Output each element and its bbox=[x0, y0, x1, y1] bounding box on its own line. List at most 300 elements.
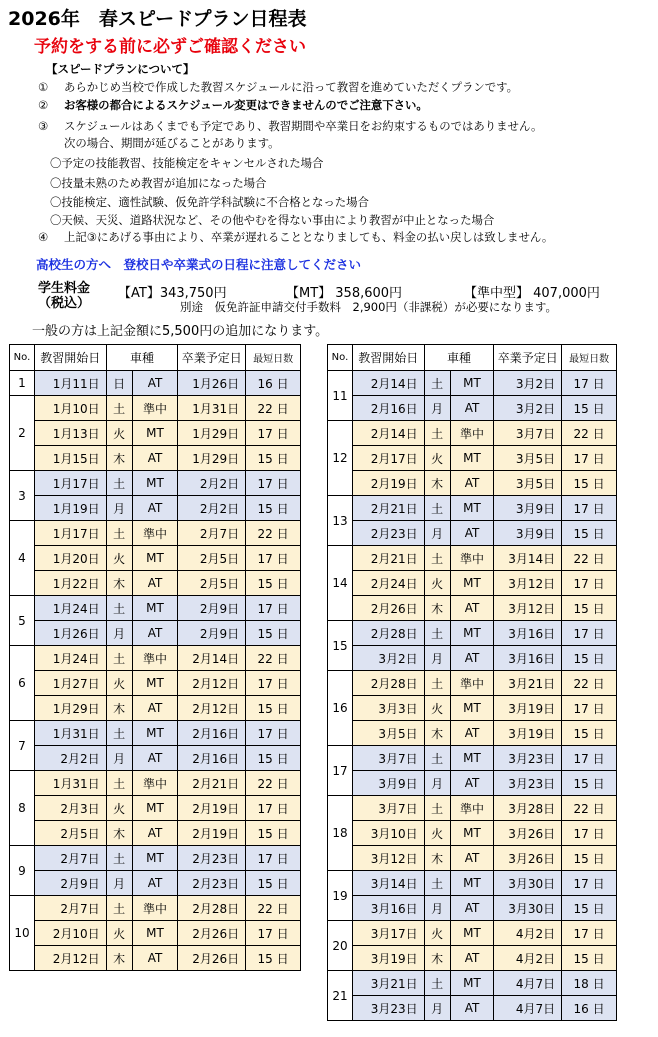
group-number: 14 bbox=[328, 546, 353, 621]
weekday: 月 bbox=[424, 521, 450, 546]
group-number: 15 bbox=[328, 621, 353, 671]
vehicle-type: AT bbox=[450, 771, 494, 796]
group-number: 17 bbox=[328, 746, 353, 796]
min-days: 17 日 bbox=[562, 571, 617, 596]
weekday: 火 bbox=[106, 796, 132, 821]
min-days: 17 日 bbox=[562, 371, 617, 396]
min-days: 15 日 bbox=[246, 746, 301, 771]
table-row bbox=[328, 921, 617, 946]
min-days: 15 日 bbox=[246, 946, 301, 971]
vehicle-type: AT bbox=[450, 396, 494, 421]
graduation-date: 2月19日 bbox=[178, 821, 246, 846]
graduation-date: 4月7日 bbox=[494, 996, 562, 1021]
start-date: 1月31日 bbox=[34, 771, 106, 796]
min-days: 17 日 bbox=[562, 446, 617, 471]
start-date: 1月11日 bbox=[34, 371, 106, 396]
note-text: スケジュールはあくまでも予定であり、教習期間や卒業日をお約束するものではありません。 bbox=[64, 119, 543, 133]
start-date: 1月20日 bbox=[34, 546, 106, 571]
weekday: 月 bbox=[424, 771, 450, 796]
table-row bbox=[10, 496, 301, 521]
weekday: 火 bbox=[424, 696, 450, 721]
min-days: 17 日 bbox=[562, 821, 617, 846]
vehicle-type: MT bbox=[450, 746, 494, 771]
weekday: 土 bbox=[106, 846, 132, 871]
vehicle-type: AT bbox=[450, 996, 494, 1021]
table-row bbox=[328, 896, 617, 921]
min-days: 17 日 bbox=[562, 871, 617, 896]
min-days: 15 日 bbox=[562, 646, 617, 671]
start-date: 1月24日 bbox=[34, 646, 106, 671]
graduation-date: 2月2日 bbox=[178, 471, 246, 496]
min-days: 17 日 bbox=[562, 496, 617, 521]
start-date: 1月15日 bbox=[34, 446, 106, 471]
graduation-date: 3月16日 bbox=[494, 646, 562, 671]
header-start-date: 教習開始日 bbox=[352, 345, 424, 371]
vehicle-type: 準中 bbox=[132, 771, 178, 796]
table-row bbox=[10, 896, 301, 921]
start-date: 2月23日 bbox=[352, 521, 424, 546]
weekday: 木 bbox=[106, 571, 132, 596]
header-min-days: 最短日数 bbox=[246, 345, 301, 371]
table-row bbox=[10, 921, 301, 946]
weekday: 火 bbox=[106, 921, 132, 946]
note-number: ③ bbox=[38, 119, 49, 133]
group-number: 20 bbox=[328, 921, 353, 971]
vehicle-type: MT bbox=[132, 671, 178, 696]
table-row bbox=[10, 371, 301, 396]
graduation-date: 3月9日 bbox=[494, 496, 562, 521]
start-date: 2月10日 bbox=[34, 921, 106, 946]
fee-semi-medium: 【準中型】 407,000円 bbox=[464, 286, 600, 301]
weekday: 木 bbox=[424, 471, 450, 496]
note-text: お客様の都合によるスケジュール変更はできませんのでご注意下さい。 bbox=[64, 98, 428, 112]
weekday: 火 bbox=[106, 421, 132, 446]
min-days: 17 日 bbox=[246, 721, 301, 746]
start-date: 2月16日 bbox=[352, 396, 424, 421]
table-row bbox=[10, 846, 301, 871]
student-fee-label bbox=[38, 281, 90, 311]
vehicle-type: MT bbox=[132, 721, 178, 746]
start-date: 1月27日 bbox=[34, 671, 106, 696]
graduation-date: 2月28日 bbox=[178, 896, 246, 921]
graduation-date: 2月19日 bbox=[178, 796, 246, 821]
graduation-date: 4月7日 bbox=[494, 971, 562, 996]
vehicle-type: AT bbox=[132, 946, 178, 971]
weekday: 火 bbox=[106, 546, 132, 571]
page-subtitle: 予約をする前に必ずご確認ください bbox=[34, 37, 306, 57]
start-date: 3月7日 bbox=[352, 796, 424, 821]
graduation-date: 4月2日 bbox=[494, 946, 562, 971]
weekday: 土 bbox=[424, 796, 450, 821]
note-text: 次の場合、期間が延びることがあります。 bbox=[64, 136, 280, 150]
note-text: あらかじめ当校で作成した教習スケジュールに沿って教習を進めていただくプランです。 bbox=[64, 80, 519, 94]
table-row bbox=[328, 696, 617, 721]
min-days: 15 日 bbox=[562, 396, 617, 421]
table-row bbox=[10, 746, 301, 771]
graduation-date: 1月26日 bbox=[178, 371, 246, 396]
table-row bbox=[328, 571, 617, 596]
graduation-date: 3月7日 bbox=[494, 421, 562, 446]
graduation-date: 3月5日 bbox=[494, 471, 562, 496]
min-days: 22 日 bbox=[562, 671, 617, 696]
min-days: 22 日 bbox=[246, 521, 301, 546]
graduation-date: 3月23日 bbox=[494, 771, 562, 796]
table-row bbox=[328, 371, 617, 396]
start-date: 2月21日 bbox=[352, 496, 424, 521]
header-vehicle: 車種 bbox=[424, 345, 494, 371]
weekday: 土 bbox=[424, 546, 450, 571]
min-days: 17 日 bbox=[246, 921, 301, 946]
vehicle-type: AT bbox=[450, 646, 494, 671]
min-days: 22 日 bbox=[246, 771, 301, 796]
start-date: 2月5日 bbox=[34, 821, 106, 846]
min-days: 15 日 bbox=[562, 896, 617, 921]
vehicle-type: 準中 bbox=[450, 671, 494, 696]
graduation-date: 3月12日 bbox=[494, 596, 562, 621]
group-number: 18 bbox=[328, 796, 353, 871]
table-row bbox=[328, 996, 617, 1021]
vehicle-type: AT bbox=[450, 946, 494, 971]
group-number: 5 bbox=[10, 596, 35, 646]
weekday: 火 bbox=[424, 446, 450, 471]
graduation-date: 3月19日 bbox=[494, 721, 562, 746]
start-date: 2月26日 bbox=[352, 596, 424, 621]
group-number: 7 bbox=[10, 721, 35, 771]
header-start-date: 教習開始日 bbox=[34, 345, 106, 371]
weekday: 火 bbox=[106, 671, 132, 696]
start-date: 3月12日 bbox=[352, 846, 424, 871]
weekday: 火 bbox=[424, 921, 450, 946]
graduation-date: 2月23日 bbox=[178, 871, 246, 896]
weekday: 土 bbox=[106, 771, 132, 796]
min-days: 17 日 bbox=[246, 671, 301, 696]
table-row bbox=[328, 446, 617, 471]
start-date: 2月14日 bbox=[352, 371, 424, 396]
min-days: 17 日 bbox=[562, 696, 617, 721]
vehicle-type: 準中 bbox=[132, 521, 178, 546]
start-date: 1月17日 bbox=[34, 471, 106, 496]
start-date: 1月13日 bbox=[34, 421, 106, 446]
table-row bbox=[328, 846, 617, 871]
graduation-date: 2月16日 bbox=[178, 746, 246, 771]
group-number: 11 bbox=[328, 371, 353, 421]
vehicle-type: MT bbox=[132, 421, 178, 446]
start-date: 3月21日 bbox=[352, 971, 424, 996]
start-date: 3月7日 bbox=[352, 746, 424, 771]
table-row bbox=[10, 721, 301, 746]
table-row bbox=[328, 396, 617, 421]
min-days: 22 日 bbox=[562, 796, 617, 821]
student-fee-label-line1: 学生料金 bbox=[38, 281, 91, 296]
graduation-date: 2月7日 bbox=[178, 521, 246, 546]
note-number: ② bbox=[38, 98, 49, 112]
start-date: 3月23日 bbox=[352, 996, 424, 1021]
start-date: 1月19日 bbox=[34, 496, 106, 521]
fee-mt: 【MT】 358,600円 bbox=[286, 286, 403, 301]
start-date: 3月3日 bbox=[352, 696, 424, 721]
graduation-date: 4月2日 bbox=[494, 921, 562, 946]
graduation-date: 2月12日 bbox=[178, 671, 246, 696]
vehicle-type: 準中 bbox=[450, 546, 494, 571]
vehicle-type: MT bbox=[450, 871, 494, 896]
weekday: 日 bbox=[106, 371, 132, 396]
weekday: 月 bbox=[106, 496, 132, 521]
vehicle-type: AT bbox=[132, 446, 178, 471]
vehicle-type: AT bbox=[450, 471, 494, 496]
weekday: 土 bbox=[424, 421, 450, 446]
start-date: 3月9日 bbox=[352, 771, 424, 796]
note-3 bbox=[38, 118, 542, 135]
start-date: 3月2日 bbox=[352, 646, 424, 671]
header-graduation-date: 卒業予定日 bbox=[494, 345, 562, 371]
table-row bbox=[10, 521, 301, 546]
group-number: 10 bbox=[10, 896, 35, 971]
group-number: 21 bbox=[328, 971, 353, 1021]
min-days: 22 日 bbox=[562, 546, 617, 571]
start-date: 3月10日 bbox=[352, 821, 424, 846]
group-number: 9 bbox=[10, 846, 35, 896]
graduation-date: 2月21日 bbox=[178, 771, 246, 796]
vehicle-type: MT bbox=[132, 596, 178, 621]
table-row bbox=[328, 596, 617, 621]
header-no: No. bbox=[328, 345, 353, 371]
start-date: 1月22日 bbox=[34, 571, 106, 596]
graduation-date: 2月14日 bbox=[178, 646, 246, 671]
table-row bbox=[328, 771, 617, 796]
weekday: 土 bbox=[106, 896, 132, 921]
table-row bbox=[10, 696, 301, 721]
table-row bbox=[328, 671, 617, 696]
weekday: 土 bbox=[106, 471, 132, 496]
vehicle-type: MT bbox=[450, 696, 494, 721]
table-row bbox=[328, 546, 617, 571]
start-date: 2月14日 bbox=[352, 421, 424, 446]
min-days: 15 日 bbox=[562, 471, 617, 496]
min-days: 22 日 bbox=[246, 646, 301, 671]
vehicle-type: AT bbox=[132, 571, 178, 596]
start-date: 1月29日 bbox=[34, 696, 106, 721]
graduation-date: 3月30日 bbox=[494, 896, 562, 921]
min-days: 15 日 bbox=[246, 696, 301, 721]
highschool-notice: 高校生の方へ 登校日や卒業式の日程に注意してください bbox=[36, 257, 362, 272]
vehicle-type: MT bbox=[450, 571, 494, 596]
table-row bbox=[10, 671, 301, 696]
vehicle-type: AT bbox=[450, 596, 494, 621]
weekday: 月 bbox=[106, 746, 132, 771]
min-days: 18 日 bbox=[562, 971, 617, 996]
vehicle-type: AT bbox=[450, 896, 494, 921]
vehicle-type: MT bbox=[450, 971, 494, 996]
vehicle-type: AT bbox=[132, 496, 178, 521]
min-days: 16 日 bbox=[562, 996, 617, 1021]
table-row bbox=[328, 821, 617, 846]
start-date: 1月31日 bbox=[34, 721, 106, 746]
header-no: No. bbox=[10, 345, 35, 371]
weekday: 月 bbox=[106, 621, 132, 646]
weekday: 土 bbox=[106, 721, 132, 746]
group-number: 2 bbox=[10, 396, 35, 471]
vehicle-type: AT bbox=[450, 721, 494, 746]
start-date: 3月17日 bbox=[352, 921, 424, 946]
graduation-date: 2月16日 bbox=[178, 721, 246, 746]
general-fee-note: 一般の方は上記金額に5,500円の追加になります。 bbox=[32, 324, 329, 339]
table-row bbox=[10, 396, 301, 421]
min-days: 17 日 bbox=[562, 746, 617, 771]
weekday: 木 bbox=[424, 596, 450, 621]
group-number: 16 bbox=[328, 671, 353, 746]
min-days: 16 日 bbox=[246, 371, 301, 396]
start-date: 2月12日 bbox=[34, 946, 106, 971]
group-number: 6 bbox=[10, 646, 35, 721]
vehicle-type: MT bbox=[132, 921, 178, 946]
weekday: 土 bbox=[106, 521, 132, 546]
start-date: 2月7日 bbox=[34, 846, 106, 871]
min-days: 15 日 bbox=[246, 821, 301, 846]
min-days: 15 日 bbox=[562, 846, 617, 871]
header-vehicle: 車種 bbox=[106, 345, 178, 371]
start-date: 2月17日 bbox=[352, 446, 424, 471]
start-date: 2月24日 bbox=[352, 571, 424, 596]
vehicle-type: 準中 bbox=[132, 896, 178, 921]
min-days: 17 日 bbox=[246, 421, 301, 446]
start-date: 2月9日 bbox=[34, 871, 106, 896]
note-number: ④ bbox=[38, 230, 49, 244]
table-row bbox=[328, 521, 617, 546]
table-header-row bbox=[328, 345, 617, 371]
weekday: 木 bbox=[424, 846, 450, 871]
table-row bbox=[328, 971, 617, 996]
graduation-date: 3月14日 bbox=[494, 546, 562, 571]
fee-at: 【AT】343,750円 bbox=[118, 286, 227, 301]
schedule-table-left bbox=[9, 344, 301, 971]
weekday: 土 bbox=[424, 971, 450, 996]
table-row bbox=[328, 646, 617, 671]
graduation-date: 3月26日 bbox=[494, 821, 562, 846]
start-date: 2月19日 bbox=[352, 471, 424, 496]
vehicle-type: MT bbox=[450, 621, 494, 646]
note-1 bbox=[38, 79, 518, 96]
vehicle-type: 準中 bbox=[132, 646, 178, 671]
table-row bbox=[10, 446, 301, 471]
weekday: 土 bbox=[424, 671, 450, 696]
graduation-date: 2月5日 bbox=[178, 571, 246, 596]
graduation-date: 1月29日 bbox=[178, 421, 246, 446]
graduation-date: 3月26日 bbox=[494, 846, 562, 871]
graduation-date: 2月26日 bbox=[178, 921, 246, 946]
table-row bbox=[328, 796, 617, 821]
section-heading: 【スピードプランについて】 bbox=[46, 62, 195, 76]
vehicle-type: AT bbox=[132, 746, 178, 771]
header-min-days: 最短日数 bbox=[562, 345, 617, 371]
weekday: 月 bbox=[424, 896, 450, 921]
weekday: 月 bbox=[424, 996, 450, 1021]
graduation-date: 2月26日 bbox=[178, 946, 246, 971]
weekday: 土 bbox=[106, 596, 132, 621]
start-date: 3月16日 bbox=[352, 896, 424, 921]
graduation-date: 2月23日 bbox=[178, 846, 246, 871]
min-days: 17 日 bbox=[246, 596, 301, 621]
graduation-date: 3月23日 bbox=[494, 746, 562, 771]
graduation-date: 2月12日 bbox=[178, 696, 246, 721]
vehicle-type: MT bbox=[132, 546, 178, 571]
table-row bbox=[328, 496, 617, 521]
min-days: 17 日 bbox=[246, 796, 301, 821]
weekday: 土 bbox=[106, 396, 132, 421]
schedule-table-right bbox=[327, 344, 617, 1021]
condition-1: 〇予定の技能教習、技能検定をキャンセルされた場合 bbox=[50, 156, 324, 170]
min-days: 22 日 bbox=[562, 421, 617, 446]
condition-3: 〇技能検定、適性試験、仮免許学科試験に不合格となった場合 bbox=[50, 195, 369, 209]
min-days: 15 日 bbox=[562, 946, 617, 971]
note-number: ① bbox=[38, 80, 49, 94]
table-row bbox=[10, 546, 301, 571]
vehicle-type: MT bbox=[450, 446, 494, 471]
start-date: 2月28日 bbox=[352, 621, 424, 646]
min-days: 15 日 bbox=[246, 621, 301, 646]
min-days: 17 日 bbox=[246, 546, 301, 571]
group-number: 4 bbox=[10, 521, 35, 596]
weekday: 火 bbox=[424, 821, 450, 846]
min-days: 15 日 bbox=[562, 521, 617, 546]
vehicle-type: MT bbox=[450, 921, 494, 946]
vehicle-type: AT bbox=[132, 621, 178, 646]
min-days: 17 日 bbox=[246, 846, 301, 871]
graduation-date: 2月9日 bbox=[178, 596, 246, 621]
graduation-date: 3月5日 bbox=[494, 446, 562, 471]
min-days: 15 日 bbox=[246, 496, 301, 521]
table-row bbox=[10, 421, 301, 446]
table-row bbox=[10, 621, 301, 646]
vehicle-type: MT bbox=[450, 371, 494, 396]
table-row bbox=[10, 871, 301, 896]
start-date: 2月2日 bbox=[34, 746, 106, 771]
min-days: 15 日 bbox=[246, 871, 301, 896]
weekday: 土 bbox=[106, 646, 132, 671]
vehicle-type: MT bbox=[132, 846, 178, 871]
weekday: 木 bbox=[424, 946, 450, 971]
group-number: 1 bbox=[10, 371, 35, 396]
weekday: 土 bbox=[424, 621, 450, 646]
vehicle-type: MT bbox=[132, 796, 178, 821]
table-row bbox=[10, 571, 301, 596]
graduation-date: 3月28日 bbox=[494, 796, 562, 821]
table-row bbox=[10, 596, 301, 621]
weekday: 土 bbox=[424, 496, 450, 521]
table-row bbox=[328, 721, 617, 746]
start-date: 2月21日 bbox=[352, 546, 424, 571]
vehicle-type: AT bbox=[132, 871, 178, 896]
vehicle-type: MT bbox=[450, 821, 494, 846]
weekday: 月 bbox=[424, 396, 450, 421]
min-days: 15 日 bbox=[246, 571, 301, 596]
min-days: 15 日 bbox=[562, 771, 617, 796]
table-row bbox=[328, 746, 617, 771]
min-days: 17 日 bbox=[246, 471, 301, 496]
note-text: 上記③にあげる事由により、卒業が遅れることとなりましても、料金の払い戻しは致しません。 bbox=[64, 230, 554, 244]
vehicle-type: MT bbox=[132, 471, 178, 496]
graduation-date: 2月9日 bbox=[178, 621, 246, 646]
min-days: 15 日 bbox=[562, 596, 617, 621]
table-row bbox=[10, 796, 301, 821]
group-number: 8 bbox=[10, 771, 35, 846]
vehicle-type: AT bbox=[132, 821, 178, 846]
group-number: 19 bbox=[328, 871, 353, 921]
graduation-date: 3月30日 bbox=[494, 871, 562, 896]
weekday: 月 bbox=[106, 871, 132, 896]
start-date: 3月14日 bbox=[352, 871, 424, 896]
table-row bbox=[10, 946, 301, 971]
condition-4: 〇天候、天災、道路状況など、その他やむを得ない事由により教習が中止となった場合 bbox=[50, 213, 495, 227]
